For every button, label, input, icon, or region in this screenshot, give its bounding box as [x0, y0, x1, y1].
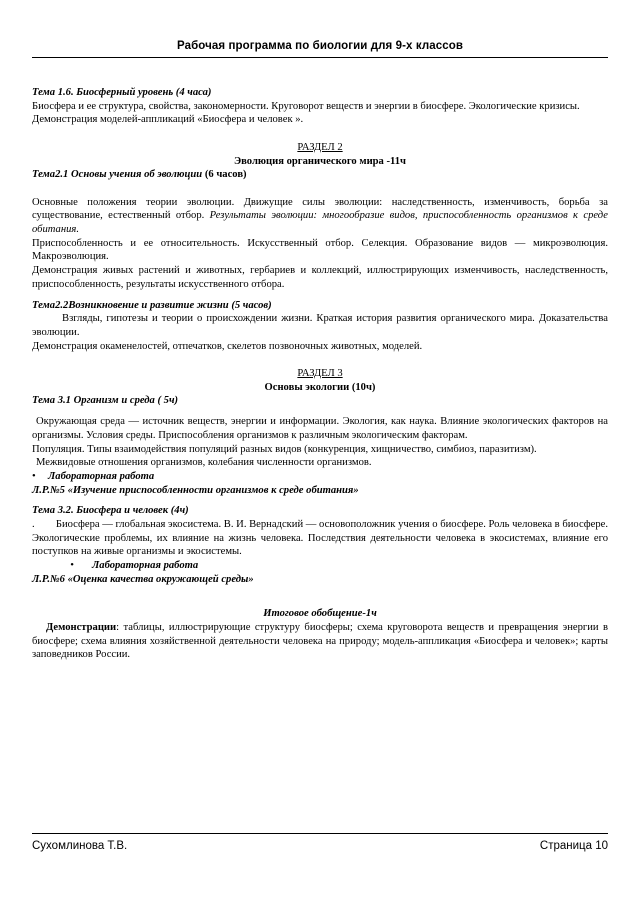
lab-label-2: [32, 559, 608, 573]
topic-2-1-para-1-plain: Основные положения теории эволюции. Движущие силы эволюции: наследственность, изменчивость, борьба за существование, естественный отбор.: [32, 196, 608, 222]
bullet-icon: •: [32, 470, 36, 482]
topic-3-2-title: Тема 3.2. Биосфера и человек (4ч): [32, 505, 189, 517]
section-3-heading: РАЗДЕЛ 3: [297, 368, 343, 380]
topic-3-1-text-2: Популяция. Типы взаимодействия популяций разных видов (конкуренция, хищничество, симбиоз, паразитизм).: [32, 443, 537, 455]
summary-title: Итоговое обобщение-1ч: [263, 608, 377, 620]
topic-3-1-text-3: Межвидовые отношения организмов, колебания численности организмов.: [36, 457, 372, 469]
topic-2-1-para-2: Приспособленность и ее относительность. Искусственный отбор. Селекция. Образование видов — микроэволюция. Макроэволюция.: [32, 237, 608, 263]
topic-3-1-title: Тема 3.1 Организм и среда ( 5ч): [32, 395, 179, 407]
leading-dot: .: [32, 519, 35, 531]
topic-2-2-title: Тема2.2Возникновение и развитие жизни (5 часов): [32, 299, 272, 311]
lab-label-1: [32, 470, 608, 484]
summary-demo: [32, 621, 608, 662]
section-3-subheading: Основы экологии (10ч): [264, 381, 376, 393]
footer-page-number: Страница 10: [539, 840, 608, 852]
footer-divider: [32, 833, 608, 834]
section-2-subheading: Эволюция органического мира -11ч: [233, 155, 407, 167]
page-header: Рабочая программа по биологии для 9-х классов: [176, 40, 464, 52]
lab-label-1-text: Лабораторная работа: [48, 470, 155, 482]
topic-2-2-text: Взгляды, гипотезы и теории о происхождении жизни. Краткая история развития органического мира. Доказательства эволюции.: [32, 313, 608, 338]
topic-2-1-para-1: [32, 196, 608, 237]
summary-demo-label: Демонстрации: [46, 621, 117, 633]
topic-1-6-title: Тема 1.6. Биосферный уровень (4 часа): [32, 87, 212, 98]
topic-2-2-demo: Демонстрация окаменелостей, отпечатков, скелетов позвоночных животных, моделей.: [32, 340, 423, 352]
page-footer: [32, 840, 608, 852]
footer-author: Сухомлинова Т.В.: [32, 840, 128, 852]
topic-1-6-text: Биосфера и ее структура, свойства, закономерности. Круговорот веществ и энергии в биосфере. Экологические кризисы.: [32, 100, 580, 112]
document-body: [32, 86, 608, 662]
topic-2-1-title: [32, 168, 608, 182]
topic-2-1-para-3: Демонстрация живых растений и животных, гербариев и коллекций, иллюстрирующих изменчивость, наследственность, приспособленность, результаты искусственного отбора.: [32, 265, 608, 290]
lab-work-5: Л.Р.№5 «Изучение приспособленности организмов к среде обитания»: [32, 484, 359, 496]
lab-label-2-text: Лабораторная работа: [92, 560, 199, 572]
header-divider: [32, 57, 608, 58]
topic-2-1-title-text: Тема2.1 Основы учения об эволюции: [32, 169, 203, 181]
topic-2-1-para-1-italic: Результаты эволюции: многообразие видов, приспособленность организмов к среде обитания.: [32, 210, 608, 235]
bullet-icon: •: [70, 560, 74, 572]
lab-work-6: Л.Р.№6 «Оценка качества окружающей среды»: [32, 573, 254, 585]
section-2-heading: РАЗДЕЛ 2: [297, 141, 343, 153]
topic-3-2-text: [32, 518, 608, 559]
summary-demo-text: : таблицы, иллюстрирующие структуру биосферы; схема круговорота веществ и превращения энергии в биосфере; схема влияния хозяйственной деятельности человека на природу; модель-аппликация «Биосфера и человек»; карты заповедников России.: [32, 621, 608, 661]
topic-3-2-text-body: Биосфера — глобальная экосистема. В. И. Вернадский — основоположник учения о биосфере. Роль человека в биосфере. Экологические проблемы, их влияние на жизнь человека. Последствия деятельности человека в экосистемах, влияние его поступков на живые организмы и экосистемы.: [32, 519, 608, 558]
topic-3-1-text: Окружающая среда — источник веществ, энергии и информации. Экология, как наука. Влияние экологических факторов на организмы. Условия среды. Приспособления организмов к различным экологическим факторам.: [32, 416, 608, 441]
topic-1-6-demo: Демонстрация моделей-аппликаций «Биосфера и человек ».: [32, 114, 304, 126]
topic-2-1-hours: (6 часов): [204, 169, 247, 181]
